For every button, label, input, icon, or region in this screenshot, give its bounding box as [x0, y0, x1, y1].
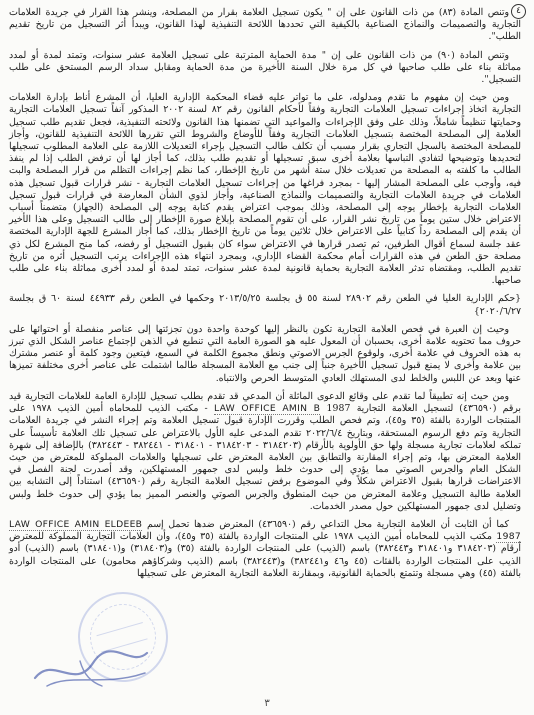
case-facts-intro: ومن حيث إنه تطبيقاً لما تقدم على وقائع الدعوى الماثلة أن المدعي قد تقدم بطلب تسجيل للإدارة العامة للعلامات التجارية قيد برقم (٤٣٦٥٩٠) لتسجيل العلامة التجارية [9, 390, 521, 415]
legal-principle-paragraph: ومن حيث إن مفهوم ما تقدم ومدلوله، على ما تواتر عليه قضاء المحكمة الإدارية العليا، أن المشرع أناط بإدارة العلامات التجارية اتخاذ إجراءات تسجيل العلامات التجارية وفقاً لأحكام القانون رقم ٨٢ لسنة ٢٠٠٢ المذكور آنفاً تسجيل العلامات التجارية وحمايتها تنظيماً شاملاً، وذلك على وفق الإجراءات والمواعيد التي تضمنها هذا القانون ولائحته التنفيذية، فجعل تقديم طلب تسجيل العلامة إلى المصلحة المختصة بتسجيل العلامات التجارية وفقاً للأوضاع والشروط التي تقررها اللائحة التنفيذية للقانون، وأجاز للمصلحة المختصة بالسجل التجاري بقرار مسبب أن تكلف طالب التسجيل بإجراء التعديلات اللازمة على العلامة المطلوب تسجيلها لتحديدها وتوضيحها لتفادي التباسها بعلامة أخرى سبق تسجيلها أو تقديم طلب بذلك، كما أجاز لها أن ترفض الطلب إذا لم ينفذ الطالب ما كلفته به المصلحة من تعديلات خلال ستة أشهر من تاريخ الإخطار، كما نظم إجراءات التظلم من قرار المصلحة والبت فيه، وأوجب على المصلحة المشار إليها - بمجرد فراغها من إجراءات تسجيل العلامات التجارية - نشر قرارات قبول تسجيل هذه العلامات في جريدة العلامات التجارية والتصميمات والنماذج الصناعية، وأجاز لذوي الشأن المعارضة في قرارات قبول تسجيل العلامات التجارية بإخطار يوجه إلى المصلحة، وذلك بموجب اعتراض يقدم كتابة يوجه إلى المصلحة (الجهاز) متضمناً أسباب الاعتراض خلال ستين يوماً من تاريخ نشر القرار، على أن تقوم المصلحة بإبلاغ صورة الإخطار إلى طالب التسجيل وعلى هذا الأخير أن يقدم إلى المصلحة رداً كتابياً على الاعتراض خلال ثلاثين يوماً من تاريخ الإخطار بذلك، كما أجاز المشرع للجهة الإدارية المختصة عقد جلسة لسماع أقوال الطرفين، ثم تصدر قرارها في الاعتراض سواء كان بقبول التسجيل أو رفضه، كما منح المشرع لكل ذي مصلحة حق الطعن في هذه القرارات أمام محكمة القضاء الإداري، وبمجرد انتهاء هذه الإجراءات يرتب التسجيل أثره من تاريخ تقديم الطلب، ومقتضاه تدثر العلامة التجارية بحماية قانونية لمدة عشر سنوات، تمتد لمدة أو لمدد أخرى مماثلة بناء على طلب صاحبها. [9, 92, 521, 287]
page-corner-mark: ٤ [511, 4, 526, 19]
article-83-paragraph: وتنص المادة (٨٣) من ذات القانون على إن " يكون تسجيل العلامة بقرار من المصلحة، وينشر هذا القرار في جريدة العلامات التجارية والتصميمات والنماذج الصناعية بالكيفية التي تحددها اللائحة التنفيذية لهذا القانون، ويبدأ أثر التسجيل من تاريخ تقديم الطلب". [9, 7, 521, 43]
comparison-details: مكتب الذيب للمحاماه أمين الذيب ١٩٧٨ على المنتجات الواردة بالفئة (٣٥ و٤٥)، وأن العلامات التجارية المملوكة للمعترض أرقام (٣١٨٤٢٠٣ و٣١٨٤٠١ و٣٨٢٤٤٣) باسم (الذيب) على المنتجات الواردة بالفئة (٣٥) و(٣١٨٤٠٣) و(٣١٨٤٠١) باسم (الذيب) أدو الذيب على المنتجات الواردة بالفئات (٤٥ و٤٦ و٣٨٢٤٤١) و(٣٨٢٤٤٣) باسم (الذيب وشركاؤهم محامون) على المنتجات الواردة بالفئة (٤٥) وهي مسجلة وتتمتع بالحماية القانونية، وبمقارنة العلامة التجارية المعترض على تسجيلها [9, 531, 521, 579]
trademark-assessment-paragraph: وحيث إن العبرة في فحص العلامة التجارية تكون بالنظر إليها كوحدة واحدة دون تجزئتها إلى عناصر منفصلة أو احتوائها على حروف مما تحتويه علامة أخرى، بحسبان أن المعول عليه هو الصورة العامة التي تنطبع في الذهن لإجتماع عناصر الشكل الذي تبرز به هذه الحروف في علامة أخرى، ولوقوع الجرس الاصوتي ونطق مجموع الكلمة في السمع، فيتعين وجود كلمة أو عنصر مشترك بين علامة وأخرى لا يمنع قبول تسجيل الأخيرة جنباً إلى جنب مع العلامة المسجلة طالما اشتملت على عناصر أخرى مختلفة تميزها عنها وبعد عن اللبس والخلط لدى المستهلك العادي المتوسط الحرص والانتباه. [9, 323, 521, 384]
document-body [9, 7, 521, 580]
page-number: ٣ [264, 698, 270, 709]
comparison-intro: كما أن الثابت أن العلامة التجارية محل التداعي رقم (٤٣٦٥٩٠) المعترض ضدها تحمل إسم [147, 518, 509, 530]
law-office-mark-text-full: LAW OFFICE AMIN ELDEEB 1987 [9, 518, 522, 543]
court-judgment-reference: {حكم الإدارية العليا في الطعن رقم ٢٨٩٠٢ لسنة ٥٥ ق بجلسة ٢٠١٣/٥/٢٥ وحكمها في الطعن رقم ٤٤٩٣٣ لسنة ٦٠ ق بجلسة ٢٠٢٠/٦/٢٧} [9, 293, 521, 317]
law-office-mark-text: LAW OFFICE AMIN B [213, 403, 321, 415]
case-facts-paragraph [9, 391, 521, 513]
signature-mark [27, 643, 157, 698]
comparison-paragraph [9, 519, 521, 580]
article-90-paragraph: وتنص المادة (٩٠) من ذات القانون على إن " مدة الحماية المترتبة على تسجيل العلامة عشر سنوات، وتمتد لمدة أو لمدد مماثلة بناء على طلب صاحبها في كل مرة خلال السنة الأخيرة من مدة الحماية ومقابل سداد الرسم المستحق على طلب التسجيل". [9, 49, 521, 86]
case-facts-details: 1987 - مكتب الذيب للمحاماه أمين الذيب ١٩٧٨ على المنتجات الواردة بالفئة (٣٥ و٤٥)، وتم فحص الطلب وقررت الإدارة قبول تسجيل العلامة وتم إجراء النشر في جريدة العلامات التجارية وتم دفع الرسوم المستحقة، وبتاريخ ٢٠٢٢/٦/٤ تقدم المدعى عليه الأول بالاعتراض على تسجيل تلك العلامة تأسيساً على تملكه لعلامات تجارية مسجلة ولها حق الأولوية بالأرقام (٣١٨٤٢٠٣ - ٣١٨٤٢٠٣ - ٣١٨٤٠١ - ٣٨٢٤٤١ - ٣٨٢٤٤٣) بالإضافة إلى شهرة العلامة المعترض بها، وتم إجراء المقارنة والتطابق بين العلامة المعترض على تسجيلها والعلامات المملوكة للمعترض من حيث الشكل العام والجرس الصوتي مما يؤدي إلى حدوث خلط ولبس لدى جمهور المستهلكين، وقد أصدرت لجنة الفصل في الاعتراضات قرارها بقبول الاعتراض شكلاً وفي الموضوع برفض تسجيل العلامة التجارية رقم (٤٣٦٥٩٠) استناداً إلى التشابه بين العلامة طالبة التسجيل وعلامة المعترض من حيث المنطوق والجرس الصوتي والعنصر المميز بما يؤدي إلى حدوث خلط ولبس وتضليل لدى جمهور المستهلكين حول مصدر الخدمات. [9, 403, 521, 512]
